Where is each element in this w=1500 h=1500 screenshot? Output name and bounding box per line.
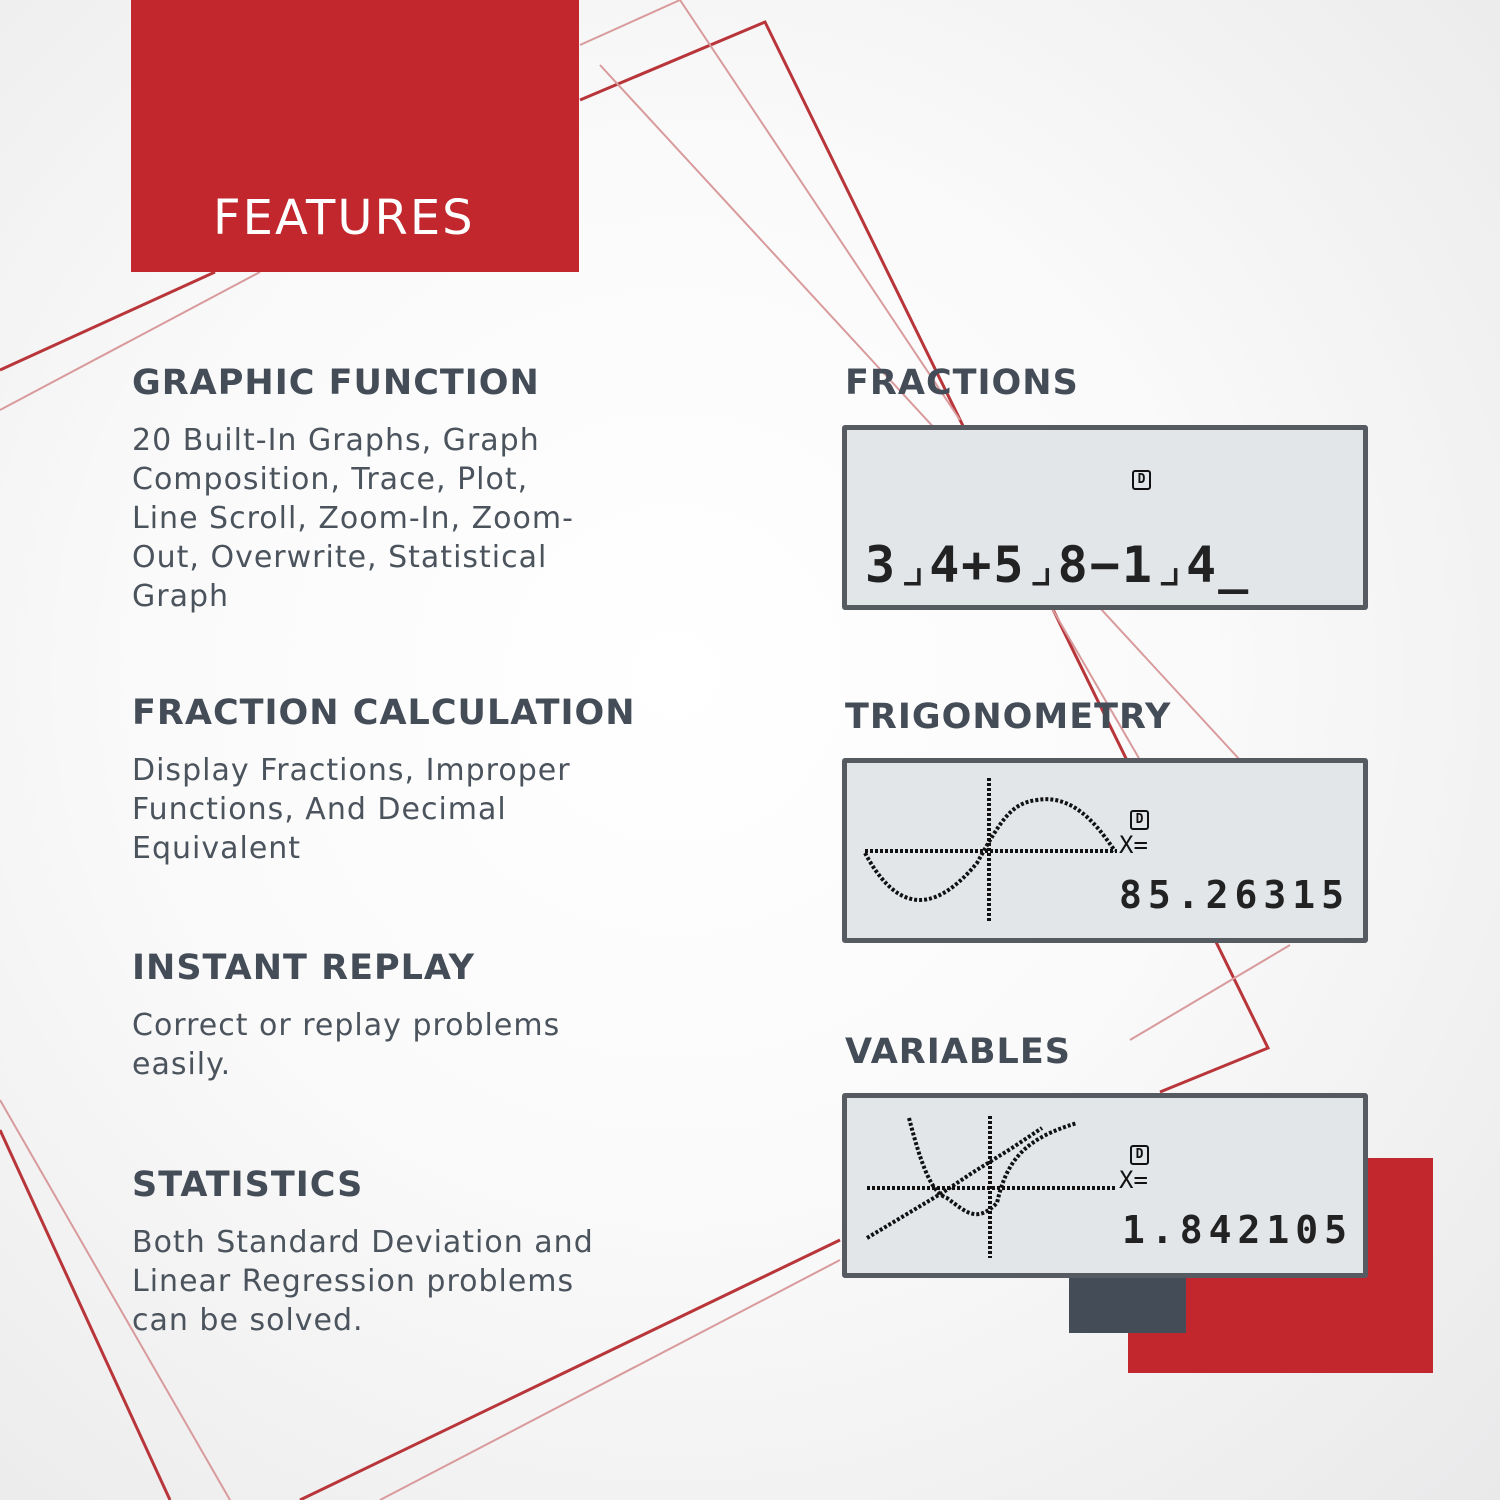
feature-fraction-calculation [132,693,692,868]
features-banner [131,0,579,272]
feature-text: Correct or replay problems easily. [132,1008,561,1082]
lcd-value: 85.26315 [1119,873,1351,917]
display-title-trigonometry: TRIGONOMETRY [845,697,1172,737]
feature-instant-replay [132,948,692,1084]
lcd-value: 3⌟4+5⌟8−1⌟4_ [865,536,1251,594]
feature-text: 20 Built-In Graphs, Graph Composition, Trace, Plot, Line Scroll, Zoom-In, Zoom-Out, Overwrite, Statistical Graph [132,423,574,614]
feature-title: GRAPHIC FUNCTION [132,363,540,403]
feature-text: Both Standard Deviation and Linear Regression problems can be solved. [132,1225,594,1338]
x-label: X= [1119,831,1148,859]
feature-graphic-function [132,363,692,616]
decorative-gray-square [1069,1270,1186,1333]
lcd-trigonometry [842,758,1368,943]
degree-indicator: D [1130,810,1149,830]
display-title-variables: VARIABLES [845,1032,1071,1072]
banner-title: FEATURES [213,190,475,246]
feature-statistics [132,1165,692,1340]
lcd-value: 1.842105 [1122,1208,1354,1252]
feature-title: INSTANT REPLAY [132,948,476,988]
feature-title: FRACTION CALCULATION [132,693,636,733]
x-label: X= [1119,1166,1148,1194]
display-title-fractions: FRACTIONS [845,363,1079,403]
lcd-variables [842,1093,1368,1278]
feature-title: STATISTICS [132,1165,364,1205]
degree-indicator: D [1132,470,1151,490]
feature-text: Display Fractions, Improper Functions, And Decimal Equivalent [132,753,571,866]
degree-indicator: D [1130,1145,1149,1165]
lcd-fractions [842,425,1368,610]
